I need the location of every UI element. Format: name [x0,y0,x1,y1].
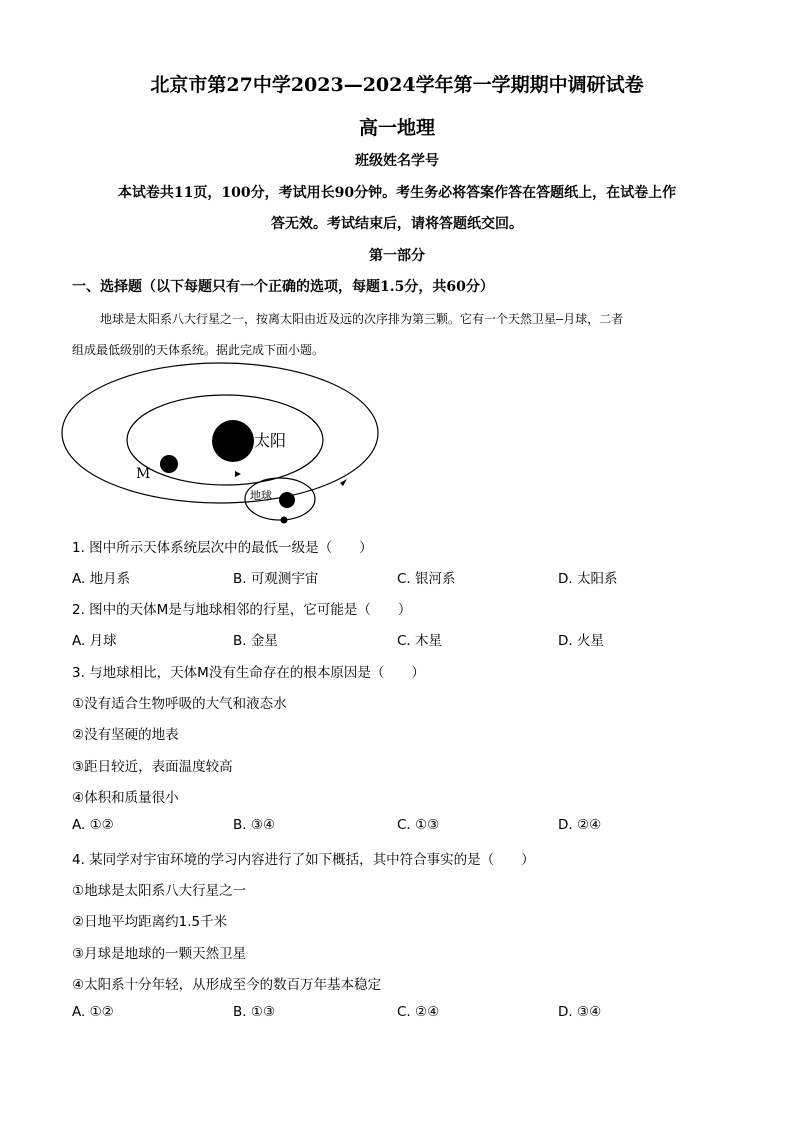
question-4-item-2: ②日地平均距离约1.5千米 [72,914,228,930]
exam-subject: 高一地理 [358,117,435,139]
question-4-item-1: ①地球是太阳系八大行星之一 [72,883,247,899]
question-3-option-c: C. ①③ [397,817,440,833]
question-3-stem: 3. 与地球相比，天体M没有生命存在的根本原因是（ ） [72,665,425,681]
question-3-item-4: ④体积和质量很小 [72,790,179,806]
question-3-item-3: ③距日较近，表面温度较高 [72,759,233,775]
exam-note-line-2: 答无效。考试结束后，请将答题纸交回。 [271,216,523,232]
question-1-option-a: A. 地月系 [72,571,131,587]
question-1-option-c: C. 银河系 [397,571,456,587]
question-2-option-b: B. 金星 [233,633,278,649]
question-2-option-a: A. 月球 [72,633,117,649]
question-3-item-2: ②没有坚硬的地表 [72,727,179,743]
question-2-option-c: C. 木星 [397,633,443,649]
question-2-stem: 2. 图中的天体M是与地球相邻的行星，它可能是（ ） [72,602,412,618]
question-4-option-c: C. ②④ [397,1004,440,1020]
sun-body [212,420,254,462]
moon-body [281,517,288,524]
question-2-option-d: D. 火星 [558,633,604,649]
planet-m-body [160,455,178,473]
question-3-option-a: A. ①② [72,817,114,833]
question-1-stem: 1. 图中所示天体系统层次中的最低一级是（ ） [72,540,373,556]
earth-body [279,492,295,508]
question-4-item-3: ③月球是地球的一颗天然卫星 [72,946,247,962]
question-1-option-b: B. 可观测宇宙 [233,571,319,587]
question-3-item-1: ①没有适合生物呼吸的大气和液态水 [72,696,287,712]
question-3-option-b: B. ③④ [233,817,276,833]
exam-title: 北京市第27中学2023—2024学年第一学期期中调研试卷 [150,74,644,96]
question-4-option-b: B. ①③ [233,1004,276,1020]
intro-line-1: 地球是太阳系八大行星之一，按离太阳由近及远的次序排为第三颗。它有一个天然卫星—月球，二者 [100,312,624,326]
class-info: 班级姓名学号 [355,153,439,169]
question-4-option-d: D. ③④ [558,1004,602,1020]
question-3-option-d: D. ②④ [558,817,602,833]
inner-orbit-arrow [235,471,241,477]
question-4-stem: 4. 某同学对宇宙环境的学习内容进行了如下概括，其中符合事实的是（ ） [72,852,535,868]
planet-m-label: M [136,466,151,482]
intro-line-2: 组成最低级别的天体系统。据此完成下面小题。 [72,343,325,357]
question-4-item-4: ④太阳系十分年轻，从形成至今的数百万年基本稳定 [72,977,382,993]
exam-note-line-1: 本试卷共11页，100分，考试用长90分钟。考生务必将答案作答在答题纸上，在试卷上作 [117,185,677,201]
outer-orbit-arrow [340,479,347,486]
sun-label: 太阳 [254,431,287,450]
earth-label: 地球 [250,489,272,502]
section-heading: 一、选择题（以下每题只有一个正确的选项，每题1.5分，共60分） [72,279,494,295]
part-heading: 第一部分 [369,248,425,264]
question-4-option-a: A. ①② [72,1004,114,1020]
question-1-option-d: D. 太阳系 [558,571,618,587]
solar-system-diagram [60,360,400,530]
